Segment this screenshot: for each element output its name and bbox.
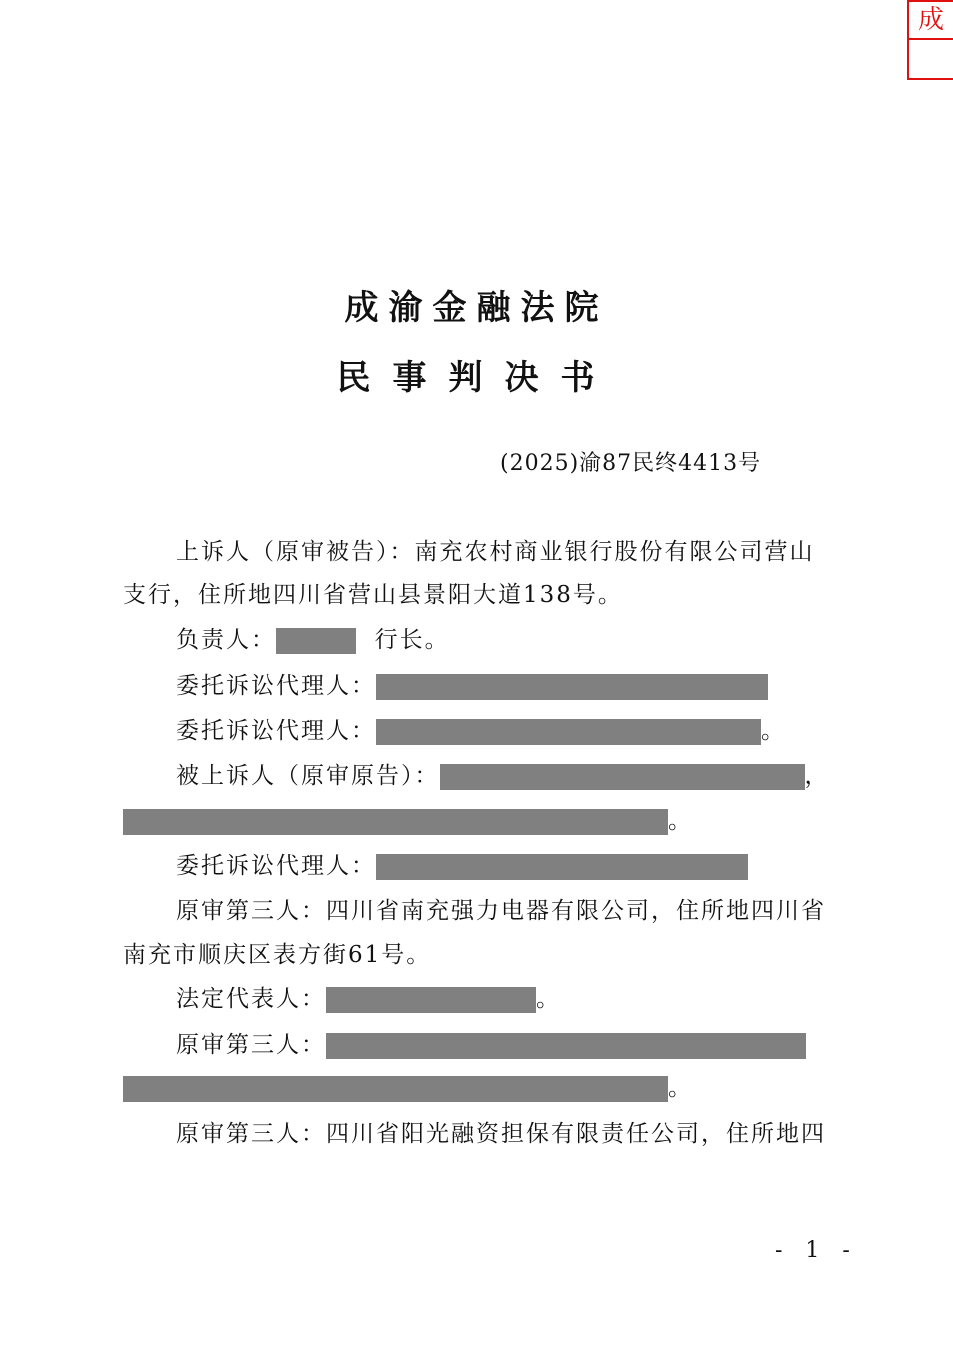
- redacted-block: [123, 1076, 668, 1102]
- appellant-line2: 支行，住所地四川省营山县景阳大道138号。: [123, 582, 623, 608]
- third-party-2-line2: 。: [123, 1073, 693, 1103]
- case-number: (2025)渝87民终4413号: [500, 451, 762, 476]
- third-party-2: 原审第三人：: [176, 1030, 806, 1060]
- redacted-block: [440, 764, 805, 790]
- third-party-1-line2: 南充市顺庆区表方街61号。: [123, 942, 432, 968]
- agent-3: 委托诉讼代理人：: [176, 851, 748, 881]
- appellee: 被上诉人（原审原告）： ，: [176, 763, 830, 789]
- redacted-block: [326, 987, 536, 1013]
- court-name: 成渝金融法院: [344, 288, 609, 328]
- redacted-block: [123, 809, 668, 835]
- redacted-block: [376, 674, 768, 700]
- court-seal-stamp: [907, 0, 953, 80]
- agent-2: 委托诉讼代理人： 。: [176, 718, 786, 744]
- redacted-block: [326, 1033, 806, 1059]
- appellee-line2: 。: [123, 806, 693, 836]
- redacted-block: [376, 719, 761, 745]
- appellant-line1: 上诉人（原审被告）：南充农村商业银行股份有限公司营山: [176, 539, 815, 565]
- page-number: - 1 -: [775, 1238, 858, 1263]
- responsible-person: 负责人： 行长。: [176, 627, 450, 653]
- legal-representative: 法定代表人： 。: [176, 986, 561, 1012]
- document-type: 民事判决书: [336, 358, 617, 398]
- redacted-block: [376, 854, 748, 880]
- third-party-3-line1: 原审第三人：四川省阳光融资担保有限责任公司，住所地四: [176, 1121, 826, 1147]
- stamp-char: 成: [909, 2, 953, 40]
- redacted-block: [276, 628, 356, 654]
- agent-1: 委托诉讼代理人：: [176, 671, 768, 701]
- third-party-1-line1: 原审第三人：四川省南充强力电器有限公司，住所地四川省: [176, 898, 826, 924]
